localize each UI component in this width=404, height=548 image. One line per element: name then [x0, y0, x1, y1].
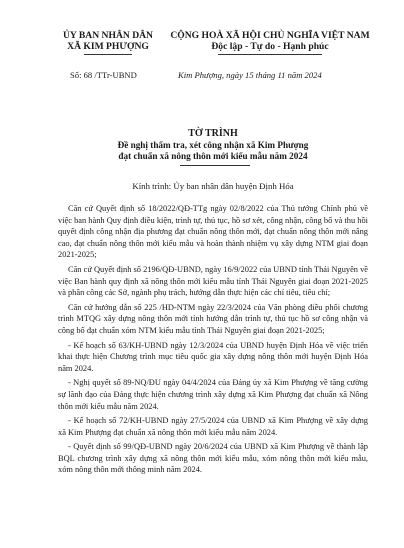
subject-line-1: Đề nghị thẩm tra, xét công nhận xã Kim Phượng [117, 140, 309, 150]
subject-line-2: đạt chuẩn xã nông thôn mới kiểu mẫu năm 2024 [118, 151, 308, 161]
paragraph: Căn cứ Quyết định số 2196/QĐ-UBND, ngày 16/9/2022 của UBND tỉnh Thái Nguyên về việc Ban hành quy định xã nông thôn mới kiểu mẫu tỉnh Thái Nguyên giai đoạn 2021-2025 và phân công các Sở, ngành phụ trách, hướng dẫn thực hiện các chỉ tiêu, tiêu chí; [58, 264, 368, 298]
issuer-commune: XÃ KIM PHƯỢNG [67, 41, 149, 52]
document-type: TỜ TRÌNH [188, 128, 238, 139]
paragraph: Căn cứ hướng dẫn số 225 /HD-NTM ngày 22/3/2024 của Văn phòng điều phối chương trình MTQG xây dựng nông thôn mới tỉnh hướng dẫn trình tự, thủ tục hồ sơ công nhận và công bố đạt chuẩn xóm NTM kiểu mẫu tỉnh Thái Nguyên giai đoạn 2021-2025; [58, 302, 368, 335]
document-body [58, 203, 368, 479]
paragraph: - Kế hoạch số 72/KH-UBND ngày 27/5/2024 của UBND xã Kim Phượng về xây dựng xã Kim Phượng đạt chuẩn xã nông thôn mới kiểu mẫu năm 2024. [58, 416, 368, 437]
paragraph: - Nghị quyết số 89-NQ/ĐU ngày 04/4/2024 của Đảng ủy xã Kim Phượng về tăng cường sự lãnh đạo của Đảng thực hiện chương trình xây dựng xã Kim Phượng đạt chuẩn xã Nông thôn mới kiểu mẫu năm 2024. [58, 378, 368, 411]
recipient: Kính trình: Ủy ban nhân dân huyện Định Hóa [132, 181, 294, 191]
national-motto: Độc lập - Tự do - Hạnh phúc [211, 41, 329, 52]
motto-underline [218, 54, 322, 55]
document-number: Số: 68 /TTr-UBND [70, 70, 137, 80]
national-title: CỘNG HOÀ XÃ HỘI CHỦ NGHĨA VIỆT NAM [170, 30, 370, 41]
subject-underline [180, 165, 250, 166]
place-date: Kim Phượng, ngày 15 tháng 11 năm 2024 [178, 70, 322, 80]
paragraph: - Quyết định số 99/QĐ-UBND ngày 20/6/2024 của UBND xã Kim Phượng về thành lập BQL chương trình xây dựng xã nông thôn mới kiểu mẫu, xóm nông thôn mới kiểu mẫu, xóm nông thôn mới thông minh năm 2024. [58, 442, 368, 475]
issuer-underline [84, 54, 132, 55]
issuer-name: ỦY BAN NHÂN DÂN [63, 30, 153, 41]
paragraph: Căn cứ Quyết định số 18/2022/QĐ-TTg ngày 02/8/2022 của Thủ tướng Chính phủ về việc ban hành Quy định điều kiện, trình tự, thủ tục, hồ sơ xét, công nhận, công bố và thu hồi quyết định công nhận địa phương đạt chuẩn nông thôn mới, đạt chuẩn nông thôn mới nâng cao, đạt chuẩn nông thôn mới kiểu mẫu và hoàn thành nhiệm vụ xây dựng NTM giai đoạn 2021-2025; [58, 204, 368, 260]
paragraph: - Kế hoạch số 63/KH-UBND ngày 12/3/2024 của UBND huyện Định Hóa về việc triển khai thực hiện Chương trình mục tiêu quốc gia xây dựng nông thôn mới huyện Định Hóa năm 2024. [58, 340, 368, 373]
